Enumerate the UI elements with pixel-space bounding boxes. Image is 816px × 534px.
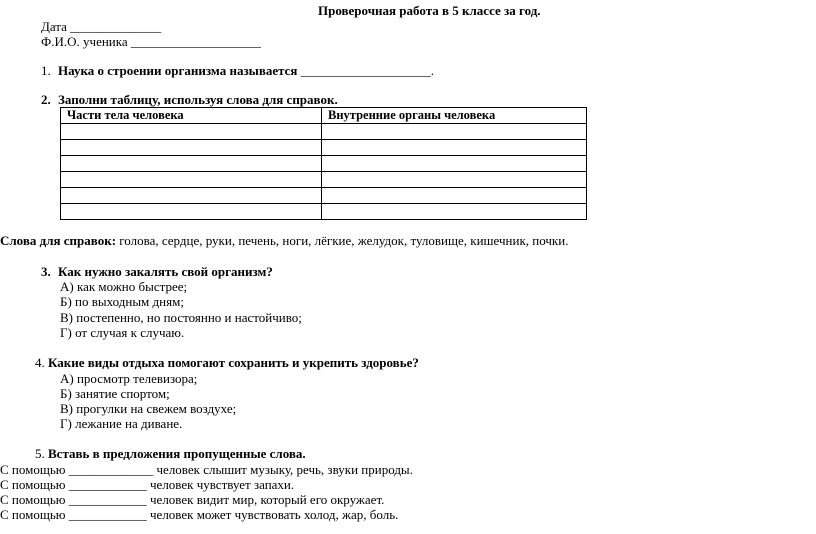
table-row (61, 156, 587, 172)
table-row (61, 140, 587, 156)
question-3-option-a: А) как можно быстрее; (60, 279, 188, 294)
table-cell[interactable] (61, 140, 322, 156)
reference-words-label: Слова для справок: (0, 233, 117, 248)
page-title: Проверочная работа в 5 классе за год. (318, 3, 541, 18)
question-3-option-c: В) постепенно, но постоянно и настойчиво; (60, 310, 302, 325)
table-row (61, 204, 587, 220)
table-header-body-parts: Части тела человека (61, 108, 322, 124)
date-line: Дата ______________ (41, 19, 162, 34)
question-4 (35, 355, 419, 370)
question-5-number: 5. (35, 446, 45, 461)
table-row (61, 124, 587, 140)
table-row (61, 172, 587, 188)
question-2 (41, 92, 338, 107)
table-cell[interactable] (61, 156, 322, 172)
name-line: Ф.И.О. ученика ____________________ (41, 34, 261, 49)
question-5-sentence-2: С помощью ____________ человек чувствует запахи. (0, 477, 295, 492)
table-cell[interactable] (61, 172, 322, 188)
table-row (61, 188, 587, 204)
table-cell[interactable] (322, 204, 587, 220)
question-3 (41, 264, 273, 279)
question-4-text: Какие виды отдыха помогают сохранить и укрепить здоровье? (48, 355, 419, 370)
table-cell[interactable] (322, 172, 587, 188)
question-2-number: 2. (41, 92, 51, 107)
question-3-option-d: Г) от случая к случаю. (60, 325, 185, 340)
question-3-number: 3. (41, 264, 51, 279)
question-2-text: Заполни таблицу, используя слова для справок. (58, 92, 338, 107)
table-cell[interactable] (61, 204, 322, 220)
question-3-option-b: Б) по выходным дням; (60, 294, 184, 309)
question-4-option-a: А) просмотр телевизора; (60, 371, 198, 386)
reference-words-text: голова, сердце, руки, печень, ноги, лёгкие, желудок, туловище, кишечник, почки. (119, 233, 569, 248)
question-4-option-d: Г) лежание на диване. (60, 416, 183, 431)
table-header-internal-organs: Внутренние органы человека (322, 108, 587, 124)
table-cell[interactable] (322, 156, 587, 172)
table-cell[interactable] (61, 124, 322, 140)
question-5-text: Вставь в предложения пропущенные слова. (48, 446, 306, 461)
question-1-number: 1. (41, 63, 51, 78)
question-1-text: Наука о строении организма называется (58, 63, 298, 78)
question-5 (35, 446, 306, 461)
question-1-blank: ____________________. (300, 63, 434, 78)
question-1 (41, 63, 434, 78)
question-3-text: Как нужно закалять свой организм? (58, 264, 273, 279)
table-cell[interactable] (322, 188, 587, 204)
question-4-option-c: В) прогулки на свежем воздухе; (60, 401, 237, 416)
table-cell[interactable] (322, 124, 587, 140)
table-cell[interactable] (61, 188, 322, 204)
question-4-number: 4. (35, 355, 45, 370)
question-5-sentence-1: С помощью _____________ человек слышит музыку, речь, звуки природы. (0, 462, 413, 477)
table-header-row (61, 108, 587, 124)
question-5-sentence-3: С помощью ____________ человек видит мир, который его окружает. (0, 492, 385, 507)
table-cell[interactable] (322, 140, 587, 156)
reference-words (0, 233, 568, 248)
question-4-option-b: Б) занятие спортом; (60, 386, 170, 401)
question-5-sentence-4: С помощью ____________ человек может чувствовать холод, жар, боль. (0, 507, 399, 522)
answer-table (60, 107, 587, 220)
